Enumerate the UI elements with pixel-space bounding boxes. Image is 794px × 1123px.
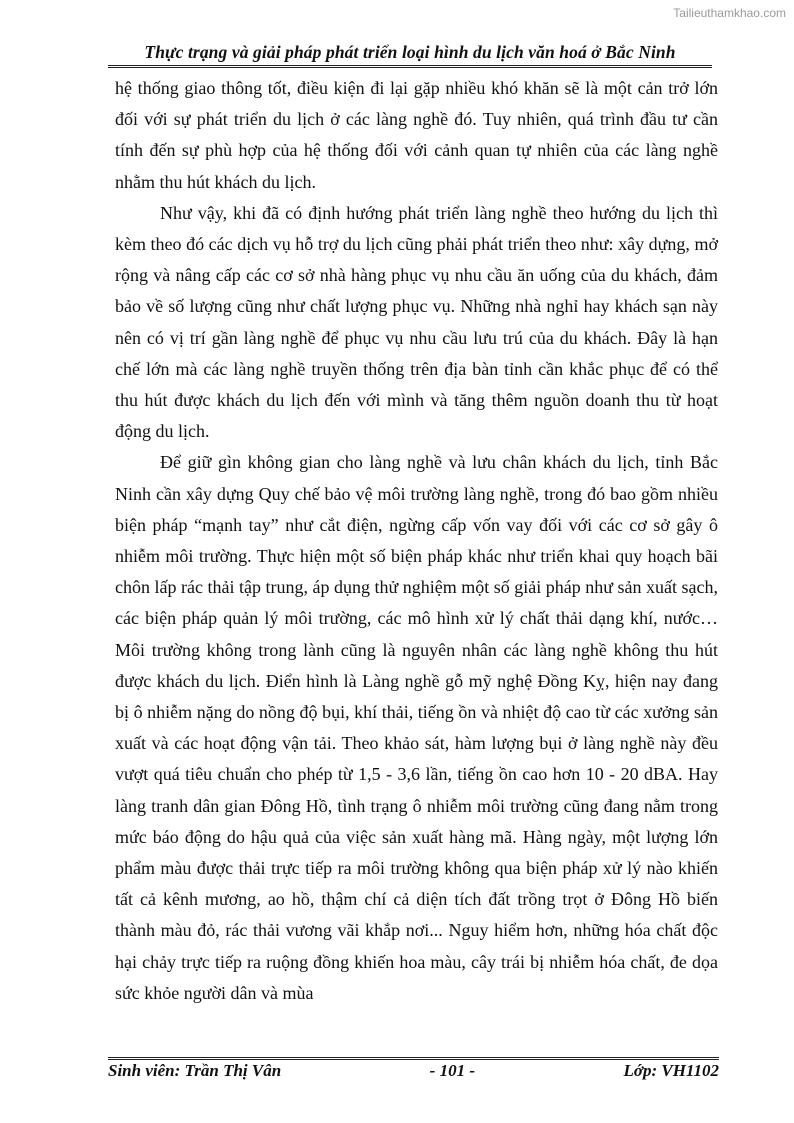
footer-class: Lớp: VH1102 [623, 1061, 719, 1080]
page-footer [108, 1057, 719, 1081]
paragraph-2: Như vậy, khi đã có định hướng phát triển làng nghề theo hướng du lịch thì kèm theo đó các dịch vụ hỗ trợ du lịch cũng phải phát triển theo như: xây dựng, mở rộng và nâng cấp các cơ sở nhà hàng phục vụ nhu cầu ăn uống của du khách, đảm bảo về số lượng cũng như chất lượng phục vụ. Những nhà nghỉ hay khách sạn này nên có vị trí gần làng nghề để phục vụ nhu cầu lưu trú của du khách. Đây là hạn chế lớn mà các làng nghề truyền thống trên địa bàn tỉnh cần khắc phục để có thể thu hút được khách du lịch đến với mình và tăng thêm nguồn doanh thu từ hoạt động du lịch. [115, 202, 718, 442]
footer-page-number: - 101 - [429, 1061, 475, 1080]
paragraph-3: Để giữ gìn không gian cho làng nghề và lưu chân khách du lịch, tỉnh Bắc Ninh cần xây dựng Quy chế bảo vệ môi trường làng nghề, trong đó bao gồm nhiều biện pháp “mạnh tay” như cắt điện, ngừng cấp vốn vay đối với các cơ sở gây ô nhiễm môi trường. Thực hiện một số biện pháp khác như triển khai quy hoạch bãi chôn lấp rác thải tập trung, áp dụng thử nghiệm một số giải pháp như sản xuất sạch, các biện pháp quản lý môi trường, các mô hình xử lý chất thải dạng khí, nước…Môi trường không trong lành cũng là nguyên nhân các làng nghề không thu hút được khách du lịch. Điển hình là Làng nghề gỗ mỹ nghệ Đồng Kỵ, hiện nay đang bị ô nhiễm nặng do nồng độ bụi, khí thải, tiếng ồn và nhiệt độ cao từ các xưởng sản xuất và các hoạt động vận tải. Theo khảo sát, hàm lượng bụi ở làng nghề này đều vượt quá tiêu chuẩn cho phép từ 1,5 - 3,6 lần, tiếng ồn cao hơn 10 - 20 dBA. Hay làng tranh dân gian Đông Hồ, tình trạng ô nhiễm môi trường cũng đang nằm trong mức báo động do hậu quả của việc sản xuất hàng mã. Hàng ngày, một lượng lớn phẩm màu được thải trực tiếp ra môi trường không qua biện pháp xử lý nào khiến tất cả kênh mương, ao hồ, thậm chí cả diện tích đất trồng trọt ở Đông Hồ biến thành màu đỏ, rác thải vương vãi khắp nơi... Nguy hiểm hơn, những hóa chất độc hại chảy trực tiếp ra ruộng đồng khiến hoa màu, cây trái bị nhiễm hóa chất, đe dọa sức khỏe người dân và mùa [115, 452, 718, 1003]
page-header: Thực trạng và giải pháp phát triển loại hình du lịch văn hoá ở Bắc Ninh [108, 42, 712, 68]
footer-student: Sinh viên: Trần Thị Vân [108, 1061, 282, 1080]
watermark: Tailieuthamkhao.com [673, 6, 786, 20]
paragraph-1: hệ thống giao thông tốt, điều kiện đi lại gặp nhiều khó khăn sẽ là một cản trở lớn đối với sự phát triển du lịch ở các làng nghề đó. Tuy nhiên, quá trình đầu tư cần tính đến sự phù hợp của hệ thống đối với cảnh quan tự nhiên của các làng nghề nhằm thu hút khách du lịch. [115, 78, 718, 192]
document-body [115, 73, 718, 1009]
